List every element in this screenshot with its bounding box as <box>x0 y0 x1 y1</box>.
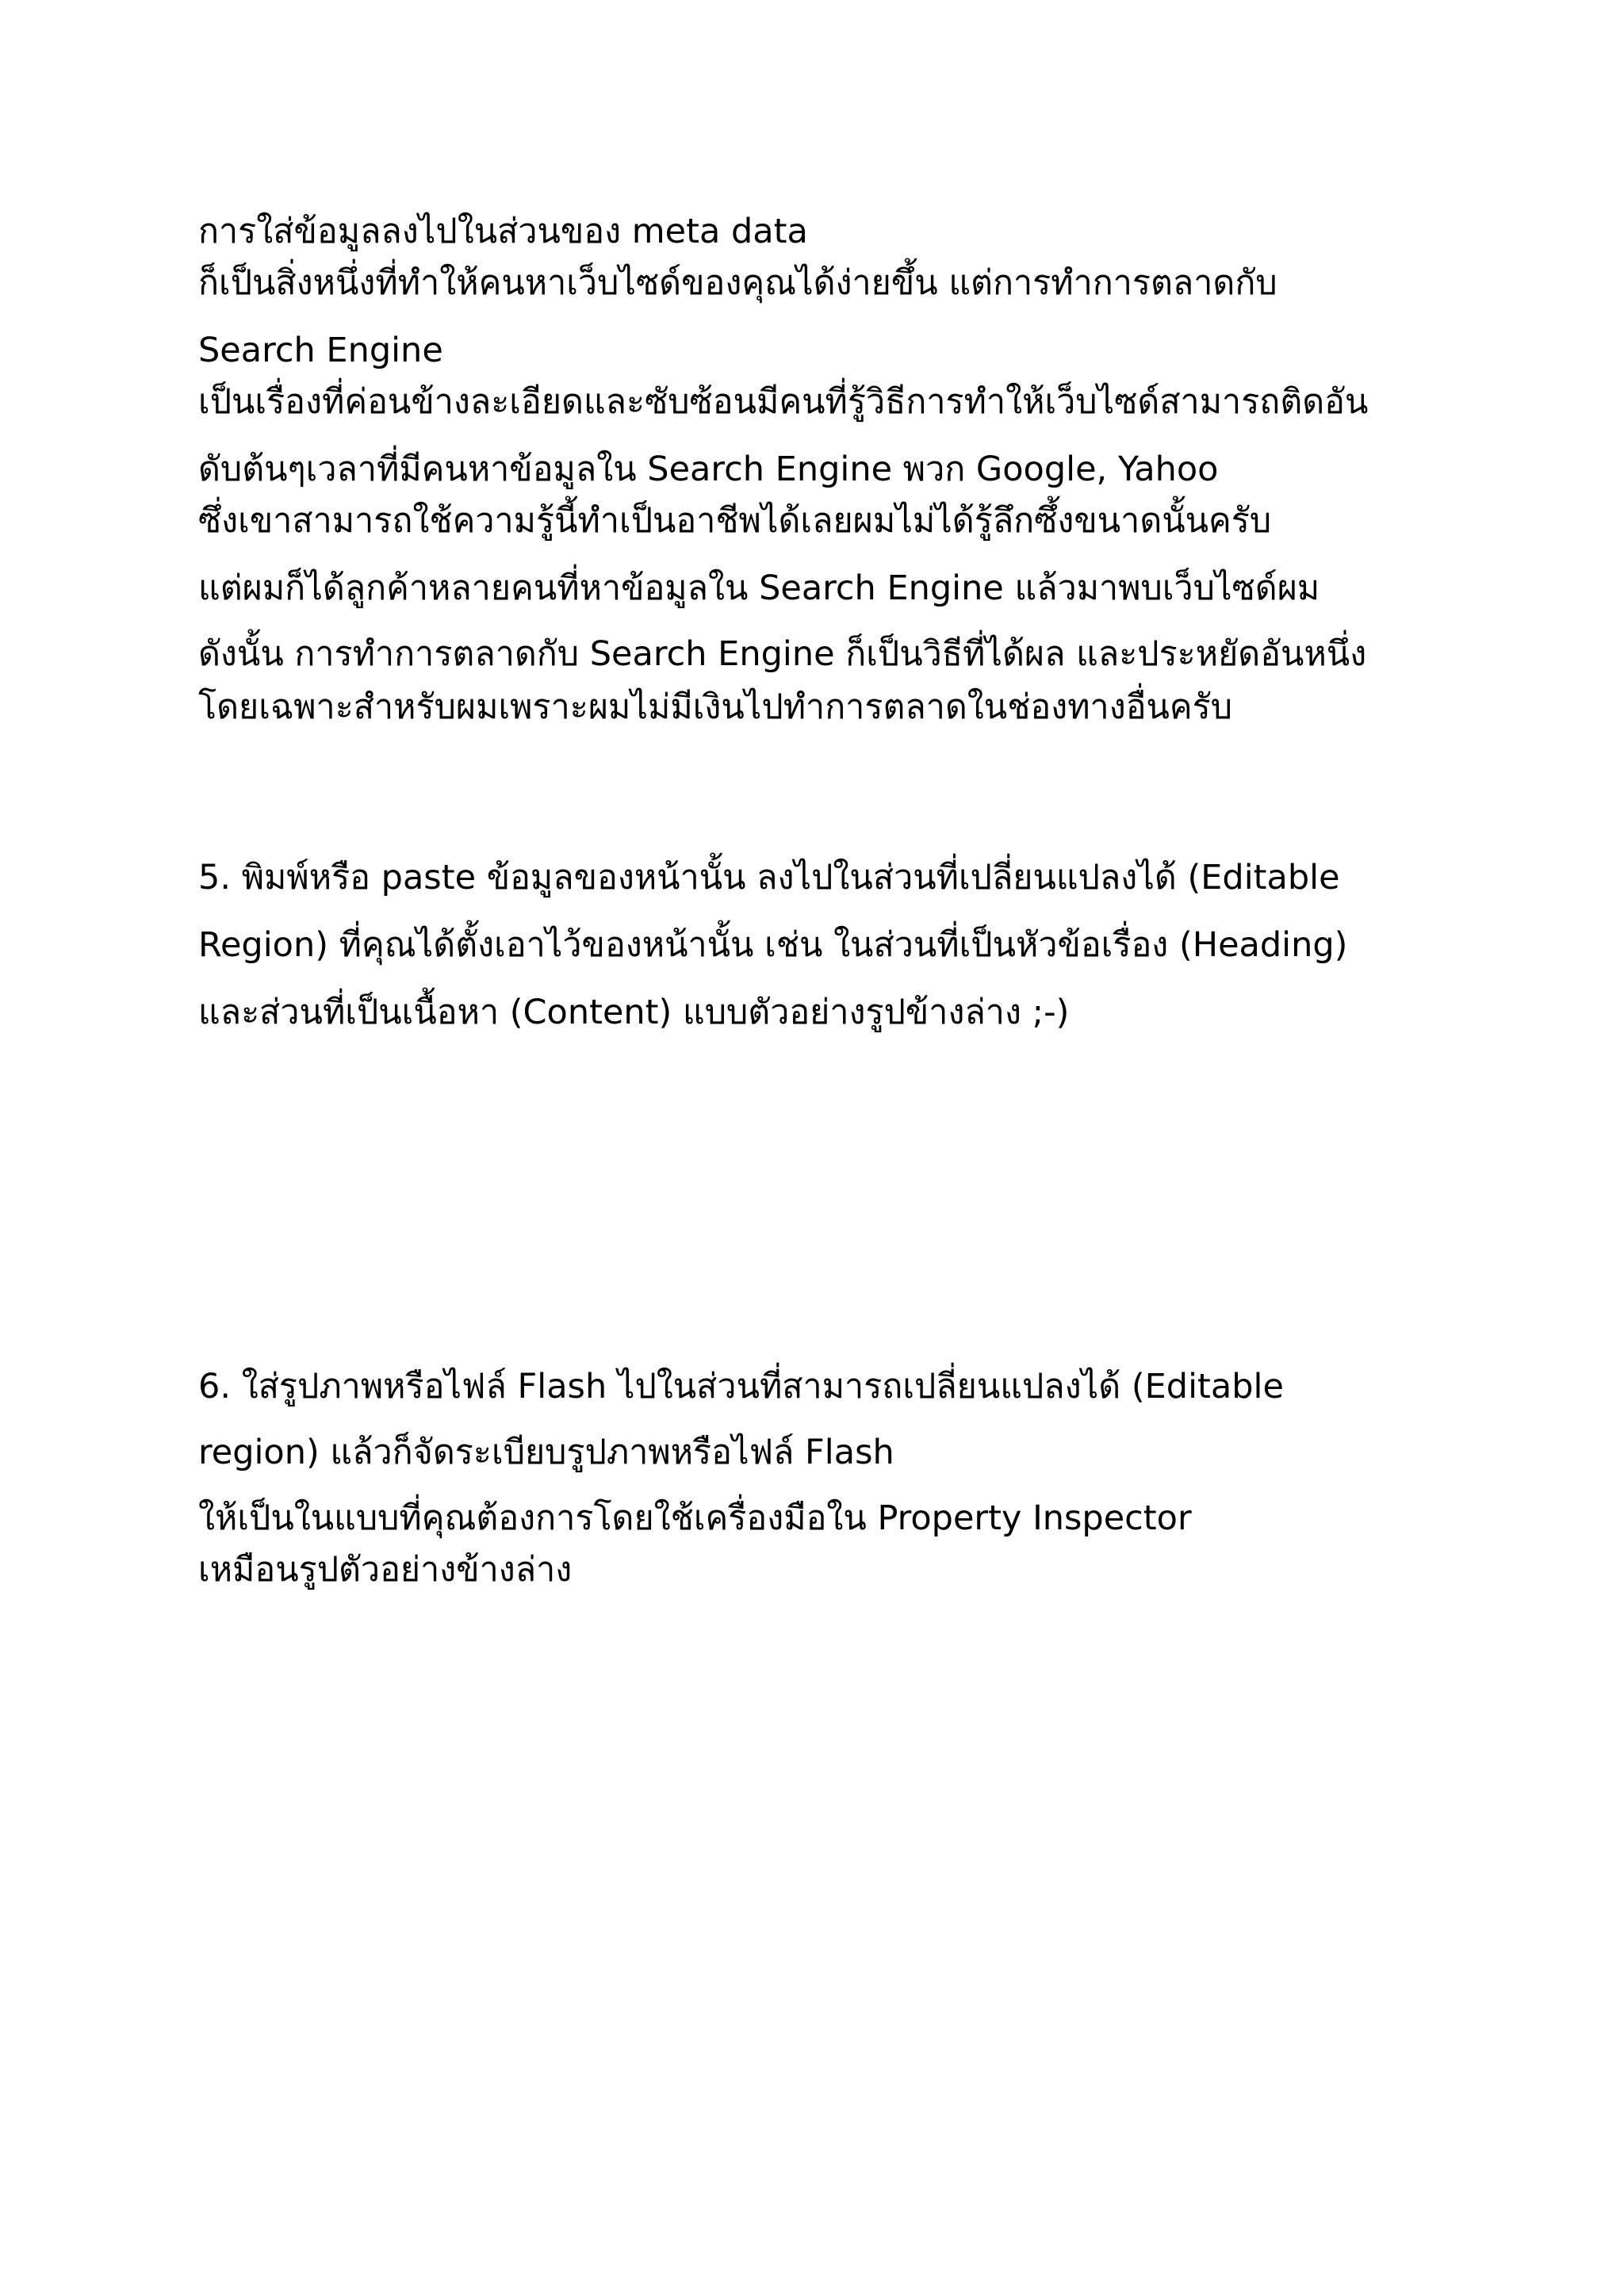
step-6-line: region) แล้วก็จัดระเบียบรูปภาพหรือไฟล์ Flash <box>198 1433 894 1472</box>
paragraph-line: แต่ผมก็ได้ลูกค้าหลายคนที่หาข้อมูลใน Search Engine แล้วมาพบเว็บไซด์ผม <box>198 568 1320 608</box>
step-5-line: 5. พิมพ์หรือ paste ข้อมูลของหน้านั้น ลงไปในส่วนที่เปลี่ยนแปลงได้ (Editable <box>198 858 1340 897</box>
step-5-line: Region) ที่คุณได้ตั้งเอาไว้ของหน้านั้น เช่น ในส่วนที่เป็นหัวข้อเรื่อง (Heading) <box>198 925 1348 965</box>
step-6-line: เหมือนรูปตัวอย่างข้างล่าง <box>198 1550 573 1590</box>
step-5-line: และส่วนที่เป็นเนื้อหา (Content) แบบตัวอย่างรูปข้างล่าง ;-) <box>198 993 1070 1032</box>
paragraph-line: ดังนั้น การทำการตลาดกับ Search Engine ก็เป็นวิธีที่ได้ผล และประหยัดอันหนึ่ง <box>198 634 1367 674</box>
paragraph-line: ซึ่งเขาสามารถใช้ความรู้นี้ทำเป็นอาชีพได้เลยผมไม่ได้รู้ลึกซึ้งขนาดนั้นครับ <box>198 501 1272 541</box>
paragraph-line: ก็เป็นสิ่งหนึ่งที่ทำให้คนหาเว็บไซด์ของคุณได้ง่ายขึ้น แต่การทำการตลาดกับ <box>198 263 1277 303</box>
step-6-line: ให้เป็นในแบบที่คุณต้องการโดยใช้เครื่องมือใน Property Inspector <box>198 1498 1192 1538</box>
step-6-line: 6. ใส่รูปภาพหรือไฟล์ Flash ไปในส่วนที่สามารถเปลี่ยนแปลงได้ (Editable <box>198 1367 1284 1406</box>
paragraph-line: เป็นเรื่องที่ค่อนข้างละเอียดและซับซ้อนมีคนที่รู้วิธีการทำให้เว็บไซด์สามารถติดอัน <box>198 382 1369 422</box>
paragraph-line: Search Engine <box>198 331 443 370</box>
paragraph-line: โดยเฉพาะสำหรับผมเพราะผมไม่มีเงินไปทำการตลาดในช่องทางอื่นครับ <box>198 687 1233 727</box>
paragraph-line: ดับต้นๆเวลาที่มีคนหาข้อมูลใน Search Engine พวก Google, Yahoo <box>198 450 1219 489</box>
paragraph-line: การใส่ข้อมูลลงไปในส่วนของ meta data <box>198 212 808 251</box>
